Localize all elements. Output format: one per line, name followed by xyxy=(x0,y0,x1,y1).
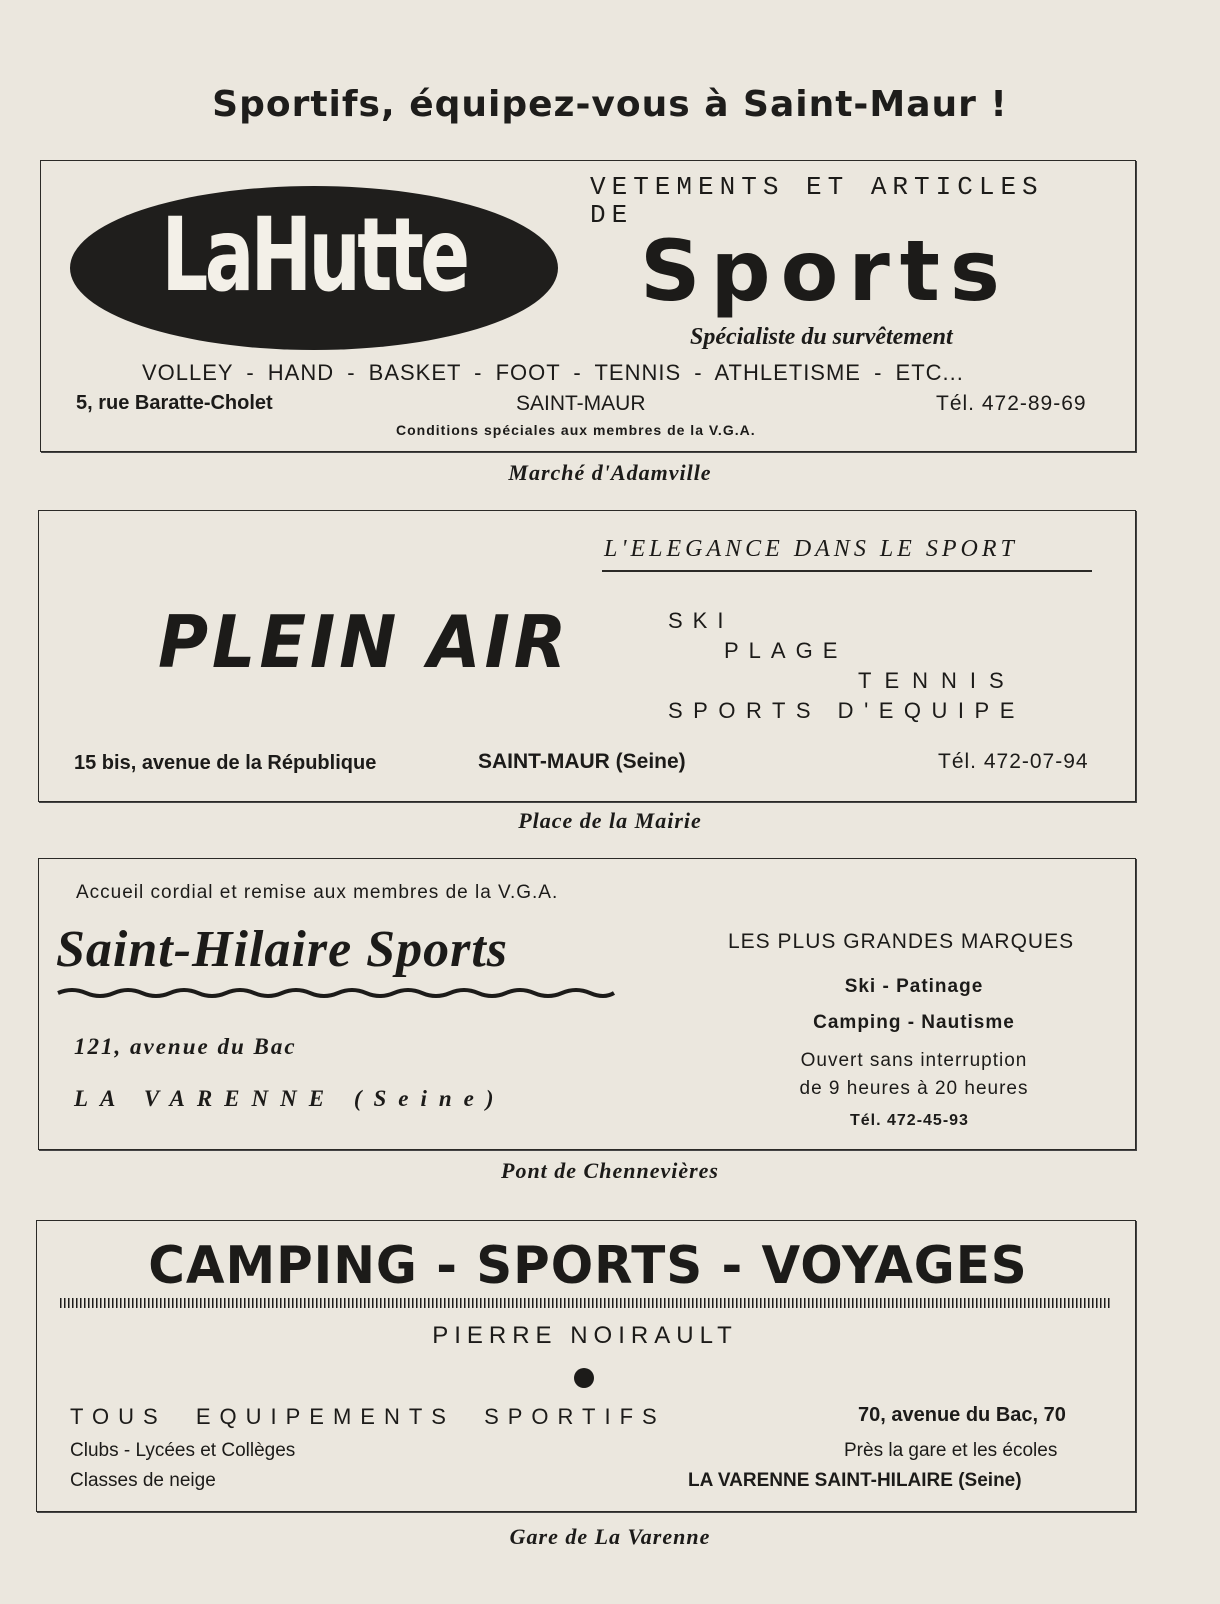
ad4-classes: Classes de neige xyxy=(70,1470,216,1491)
page-title: Sportifs, équipez-vous à Saint-Maur ! xyxy=(212,84,1008,125)
ad4-city: LA VARENNE SAINT-HILAIRE (Seine) xyxy=(688,1470,1022,1491)
ad2-item-ski: SKI xyxy=(668,608,734,633)
ad2-item-sports-equipe: SPORTS D'EQUIPE xyxy=(668,698,1025,723)
ad4-near: Près la gare et les écoles xyxy=(844,1440,1058,1461)
ad2-slogan-underline xyxy=(602,570,1092,572)
ad1-specialty: Spécialiste du survêtement xyxy=(690,324,953,350)
saint-hilaire-logo: Saint-Hilaire Sports xyxy=(56,921,508,978)
ad2-slogan: L'ELEGANCE DANS LE SPORT xyxy=(604,536,1018,562)
ad2-item-plage: PLAGE xyxy=(724,638,848,663)
ad1-headline-line1: VETEMENTS ET ARTICLES xyxy=(590,172,1044,202)
ad1-sports-list: VOLLEY - HAND - BASKET - FOOT - TENNIS - ATHLETISME - ETC... xyxy=(142,360,964,385)
ad1-city: SAINT-MAUR xyxy=(516,392,646,415)
ad2-item-tennis: TENNIS xyxy=(858,668,1017,693)
ad2-caption: Place de la Mairie xyxy=(518,808,702,833)
ad1-big-word: Sports xyxy=(640,222,1010,320)
ad1-headline-line2: DE xyxy=(590,200,634,230)
ad1-phone: Tél. 472-89-69 xyxy=(936,392,1087,415)
ad3-caption: Pont de Chennevières xyxy=(501,1158,719,1183)
ad3-city: LA VARENNE (Seine) xyxy=(74,1086,506,1111)
ad3-brands: LES PLUS GRANDES MARQUES xyxy=(728,930,1075,953)
ad3-welcome: Accueil cordial et remise aux membres de la V.G.A. xyxy=(76,882,559,903)
ad2-phone: Tél. 472-07-94 xyxy=(938,750,1089,773)
ad3-line2: Camping - Nautisme xyxy=(813,1012,1015,1033)
ad4-tick-rule xyxy=(60,1298,1112,1308)
ad4-caption: Gare de La Varenne xyxy=(509,1524,711,1549)
ad3-wavy-underline xyxy=(56,986,616,1000)
ad1-address: 5, rue Baratte-Cholet xyxy=(76,392,273,414)
ad1-conditions: Conditions spéciales aux membres de la V.G.A. xyxy=(396,422,756,438)
ad4-address: 70, avenue du Bac, 70 xyxy=(858,1404,1066,1426)
plein-air-logo: PLEIN AIR xyxy=(158,600,571,684)
ad4-equip: TOUS EQUIPEMENTS SPORTIFS xyxy=(70,1404,666,1429)
ad1-caption: Marché d'Adamville xyxy=(508,460,712,485)
ad4-owner: PIERRE NOIRAULT xyxy=(432,1322,738,1349)
la-hutte-logo: LaHutte xyxy=(161,196,467,315)
ad2-city: SAINT-MAUR (Seine) xyxy=(478,750,686,773)
ad3-line1: Ski - Patinage xyxy=(844,976,984,997)
ad2-address: 15 bis, avenue de la République xyxy=(74,752,377,774)
ad3-phone: Tél. 472-45-93 xyxy=(850,1112,969,1129)
ad4-clubs: Clubs - Lycées et Collèges xyxy=(70,1440,296,1461)
ad3-hours2: de 9 heures à 20 heures xyxy=(799,1078,1029,1099)
ad4-headline: CAMPING - SPORTS - VOYAGES xyxy=(148,1236,1028,1296)
ad3-hours1: Ouvert sans interruption xyxy=(800,1050,1028,1071)
ad4-bullet xyxy=(574,1368,594,1388)
ad3-address: 121, avenue du Bac xyxy=(74,1034,297,1059)
